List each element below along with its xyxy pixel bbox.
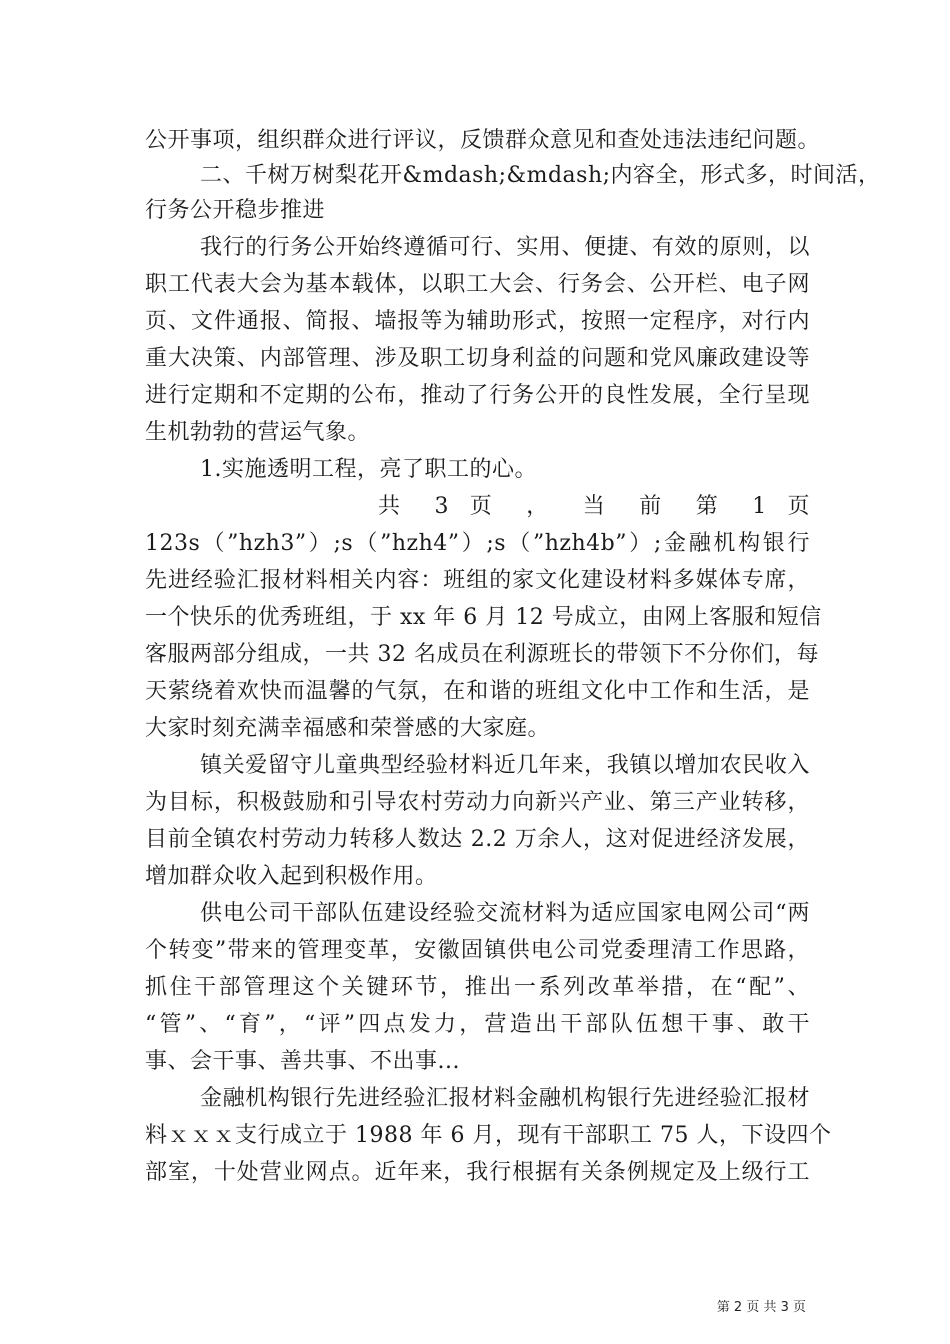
text-line: 事、会干事、善共事、不出事... [145, 1049, 460, 1074]
text-line: 天萦绕着欢快而温馨的气氛，在和谐的班组文化中工作和生活，是 [145, 679, 810, 704]
section-heading-line: 二、千树万树梨花开&mdash;&mdash;内容全，形式多，时间活， [200, 163, 881, 188]
text-line: 金融机构银行先进经验汇报材料金融机构银行先进经验汇报材 [200, 1086, 810, 1111]
page-count-text: 共 3 页 ， 当 前 第 1 页 [378, 494, 810, 519]
text-line: 职工代表大会为基本载体，以职工大会、行务会、公开栏、电子网 [145, 272, 810, 297]
text-line: 页、文件通报、简报、墙报等为辅助形式，按照一定程序，对行内 [145, 309, 810, 334]
text-line: 为目标，积极鼓励和引导农村劳动力向新兴产业、第三产业转移， [145, 790, 810, 815]
text-line: 大家时刻充满幸福感和荣誉感的大家庭。 [145, 716, 551, 741]
text-line: 进行定期和不定期的公布，推动了行务公开的良性发展，全行呈现 [145, 383, 810, 408]
text-line: 重大决策、内部管理、涉及职工切身利益的问题和党风廉政建设等 [145, 346, 810, 371]
text-line: 目前全镇农村劳动力转移人数达 2.2 万余人，这对促进经济发展， [145, 827, 810, 852]
text-line: 镇关爱留守儿童典型经验材料近几年来，我镇以增加农民收入 [200, 753, 810, 778]
page-footer: 第 2 页 共 3 页 [716, 1300, 806, 1315]
text-line: 公开事项，组织群众进行评议，反馈群众意见和查处违法违纪问题。 [145, 128, 821, 153]
text-line: 供电公司干部队伍建设经验交流材料为适应国家电网公司“两 [200, 901, 810, 926]
text-line: 增加群众收入起到积极作用。 [145, 864, 438, 889]
text-line: 先进经验汇报材料相关内容：班组的家文化建设材料多媒体专席， [145, 568, 810, 593]
text-line: 一个快乐的优秀班组，于 xx 年 6 月 12 号成立，由网上客服和短信 [145, 605, 822, 630]
text-line: 123s（”hzh3”）;s（”hzh4”）;s（”hzh4b”）;金融机构银行 [145, 531, 810, 556]
text-line: 我行的行务公开始终遵循可行、实用、便捷、有效的原则，以 [200, 235, 810, 260]
text-line: 1.实施透明工程，亮了职工的心。 [200, 457, 537, 482]
text-line: 生机勃勃的营运气象。 [145, 420, 371, 445]
section-heading-line: 行务公开稳步推进 [145, 198, 326, 223]
text-line: 部室，十处营业网点。近年来，我行根据有关条例规定及上级行工 [145, 1160, 810, 1185]
text-line: 客服两部分组成，一共 32 名成员在利源班长的带领下不分你们，每 [145, 642, 819, 667]
text-line: 抓住干部管理这个关键环节，推出一系列改革举措，在“配”、 [145, 975, 810, 1000]
text-line: “管”、“育”，“评”四点发力，营造出干部队伍想干事、敢干 [145, 1012, 810, 1037]
text-line: 个转变”带来的管理变革，安徽固镇供电公司党委理清工作思路， [145, 938, 810, 963]
text-line: 料ｘｘｘ支行成立于 1988 年 6 月，现有干部职工 75 人，下设四个 [145, 1123, 832, 1148]
